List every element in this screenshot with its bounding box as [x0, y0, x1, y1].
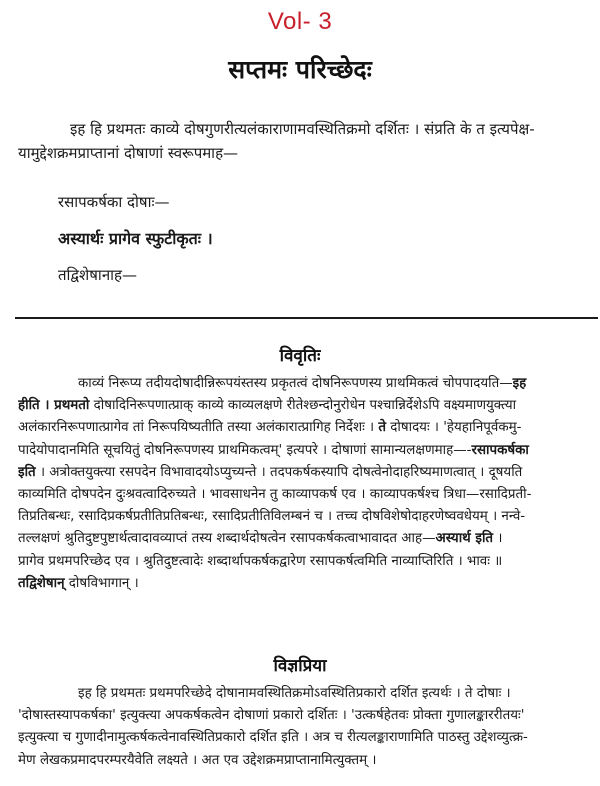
- commentary-text: अलंकारनिरूपणात्प्रागेव तां निरूपयिष्यतीति तस्या अलंकारात्प्रागिह निर्देशः ।: [18, 420, 379, 436]
- commentary-text: पादेयोपादानमिति सूचयितुं दोषनिरूपणस्य प्राथमिकत्वम्' इत्यपरे । दोषाणां सामान्यलक्षणमाह—-: [18, 442, 472, 458]
- vivriti-commentary: [18, 373, 594, 595]
- commentary-text: । अत्रोक्तयुक्त्या रसपदेन विभावादयोऽप्युच्यन्ते । तदपकर्षकस्यापि दोषत्वेनोदाहरिष्यमाणत्वात् । दूषयति: [35, 464, 523, 480]
- commentary-line: [18, 417, 594, 439]
- bold-pratika: इति: [18, 464, 36, 480]
- commentary-text: काव्यं निरूप्य तदीयदोषादीन्निरूपयंस्तस्य प्रकृतत्वं दोषनिरूपणस्य प्राथमिकत्वं चोपपादयति—: [78, 376, 513, 391]
- vritti-text: अस्यार्थः प्रागेव स्फुटीकृतः ।: [58, 229, 213, 248]
- intro-paragraph: [18, 117, 594, 165]
- intro-line: इह हि प्रथमतः काव्ये दोषगुणरीत्यलंकाराणामवस्थितिक्रमो दर्शितः । संप्रति के त इत्यपेक्ष-: [70, 120, 535, 138]
- commentary-line: इह हि प्रथमतः प्रथमपरिच्छेदे दोषानामवस्थितिक्रमोऽवस्थितिप्रकारो दर्शित इत्यर्थः । ते दोषाः ।: [78, 686, 511, 701]
- bold-pratika: इह: [512, 376, 527, 391]
- intro-line: यामुद्देशक्रमप्राप्तानां दोषाणां स्वरूपमाह—: [18, 144, 239, 162]
- commentary-line: [18, 506, 594, 528]
- commentary-line: 'दोषास्तस्यापकर्षका' इत्युक्त्या अपकर्षकत्वेन दोषाणां प्रकारो दर्शितः । 'उत्कर्षहेतवः प्रोक्ता गुणालङ्काररीतयः': [18, 708, 525, 724]
- commentary-line: [18, 462, 594, 484]
- commentary-line: [18, 440, 594, 462]
- commentary-line: [18, 551, 594, 573]
- commentary-text: प्रागेव प्रथमपरिच्छेद एव । श्रुतिदुष्टत्वादेः शब्दार्थापकर्षकद्वारेण रसापकर्षत्वमिति नाव्याप्तिरिति । भावः ॥: [18, 553, 503, 569]
- commentary-text: दोषादिनिरूपणात्प्राक् काव्ये काव्यलक्षणे रीतेश्छन्दोनुरोधेन पश्चान्निर्देशेऽपि वक्ष्यमाणयुक्त्या: [89, 398, 517, 414]
- commentary-line: [18, 528, 594, 550]
- vijnapriya-commentary: [18, 683, 594, 772]
- commentary-line: मेण लेखकप्रमादपरम्परयैवेति लक्ष्यते । अत एव उद्देशक्रमप्राप्तानामित्युक्तम् ।: [18, 752, 377, 768]
- commentary-line: इत्युक्त्या च गुणादीनामुत्कर्षकत्वेनावस्थितिप्रकारो दर्शित इति । अत्र च रीत्यलङ्काराणामिति पाठस्तु उद्देशव्युत्क्र-: [18, 730, 528, 746]
- vivriti-heading: विवृतिः: [279, 346, 321, 366]
- commentary-text: तिप्रतिबन्धः, रसादिप्रकर्षप्रतीतिप्रतिबन्धः, रसादिप्रतीतिविलम्बनं च । तच्च दोषविशेषोदाहरणेष्ववधेयम् । नन्वे-: [18, 509, 526, 525]
- transition-text: तद्विशेषानाह—: [58, 266, 137, 284]
- chapter-title: सप्तमः परिच्छेदः: [228, 55, 372, 84]
- bold-pratika: ते: [378, 420, 387, 436]
- bold-pratika: रसापकर्षका: [471, 442, 529, 458]
- sutra-text: रसापकर्षका दोषाः—: [58, 193, 170, 211]
- commentary-line: [18, 395, 594, 417]
- commentary-text: दोषादयः । 'हेयहानिपूर्वकमु-: [386, 420, 522, 436]
- bold-pratika: तद्विशेषान्: [18, 575, 65, 591]
- commentary-text: काव्यमिति दोषपदेन दुःश्रवत्वादिरुच्यते । भावसाधनेन तु काव्यापकर्ष एव । काव्यापकर्षश्च त्रिधा—रसादिप्रती-: [18, 487, 532, 503]
- vijnapriya-heading: विज्ञप्रिया: [273, 656, 327, 676]
- commentary-text: तल्लक्षणं श्रुतिदुष्टपुष्टार्थत्वादावव्याप्तं तस्य शब्दार्थदोषत्वेन रसापकर्षकत्वाभावादत आह—: [18, 531, 436, 547]
- commentary-line: [18, 484, 594, 506]
- commentary-text: ।: [493, 531, 503, 547]
- bold-pratika: अस्यार्थ इति: [435, 531, 494, 547]
- commentary-line: [18, 573, 594, 595]
- section-divider: [15, 317, 598, 319]
- commentary-line: [18, 373, 594, 395]
- commentary-text: दोषविभागान् ।: [64, 575, 139, 591]
- bold-pratika: हीति । प्रथमतो: [18, 398, 90, 414]
- volume-label: Vol- 3: [267, 8, 333, 35]
